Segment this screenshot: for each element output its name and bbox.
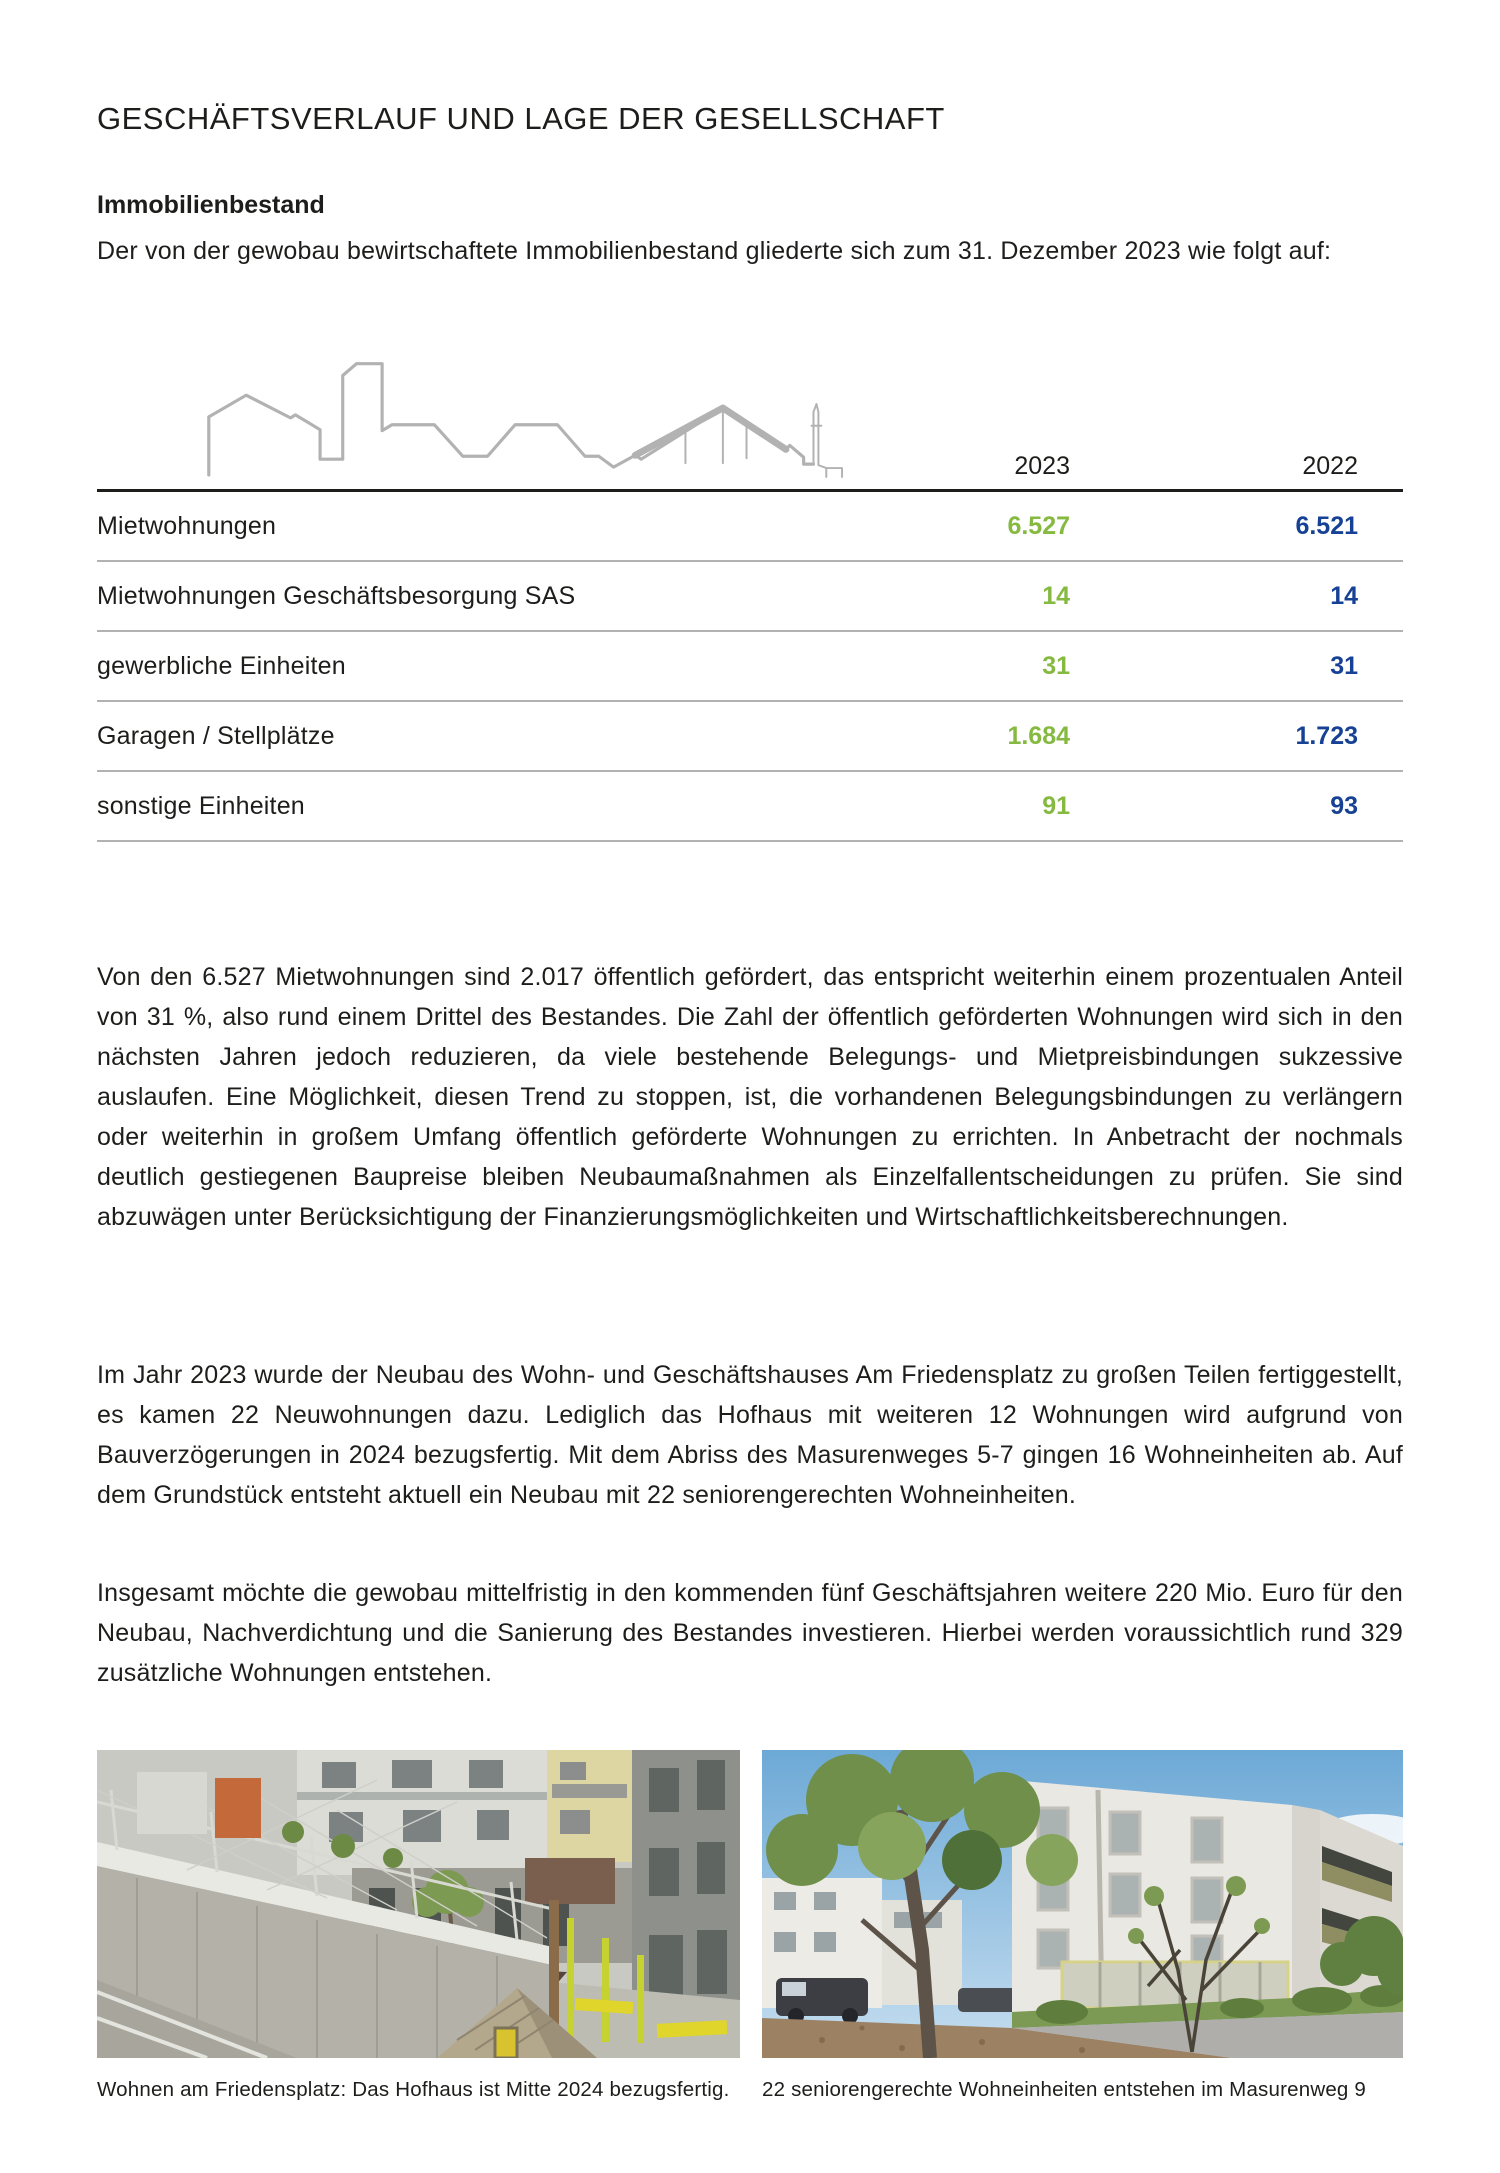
value-2023: 1.684: [1007, 721, 1070, 750]
row-label: gewerbliche Einheiten: [97, 651, 346, 680]
figure-friedensplatz: [97, 1750, 740, 2102]
table-row: [97, 702, 1403, 772]
row-label: Mietwohnungen Geschäftsbesorgung SAS: [97, 581, 576, 610]
row-label: Garagen / Stellplätze: [97, 721, 335, 750]
figure-caption: 22 seniorengerechte Wohneinheiten entstehen im Masurenweg 9: [762, 2078, 1367, 2101]
figure-masurenweg: [762, 1750, 1403, 2102]
table-row: [97, 772, 1403, 842]
body-paragraph: Von den 6.527 Mietwohnungen sind 2.017 öffentlich gefördert, das entspricht weiterhin einem prozentualen Anteil von 31 %, also rund einem Drittel des Bestandes. Die Zahl der öffentlich geförderten Wohnungen wird sich in den nächsten Jahren jedoch reduzieren, da viele bestehende Belegungs- und Mietpreisbindungen sukzessive auslaufen. Eine Möglichkeit, diesen Trend zu stoppen, ist, die vorhandenen Belegungsbindungen zu verlängern oder weiterhin in großem Umfang öffentlich geförderte Wohnungen zu errichten. In Anbetracht der nochmals deutlich gestiegenen Baupreise bleiben Neubaumaßnahmen als Einzelfallentscheidungen zu prüfen. Sie sind abzuwägen unter Berücksichtigung der Finanzierungsmöglichkeiten und Wirtschaftlichkeitsberechnungen.: [97, 963, 1403, 1231]
value-2023: 6.527: [1007, 511, 1070, 540]
intro-text: Der von der gewobau bewirtschaftete Immobilienbestand gliederte sich zum 31. Dezember 2023 wie folgt auf:: [97, 237, 1332, 265]
body-paragraph: Im Jahr 2023 wurde der Neubau des Wohn- und Geschäftshauses Am Friedensplatz zu großen Teilen fertiggestellt, es kamen 22 Neuwohnungen dazu. Lediglich das Hofhaus mit weiteren 12 Wohnungen wird aufgrund von Bauverzögerungen in 2024 bezugsfertig. Mit dem Abriss des Masurenweges 5-7 gingen 16 Wohneinheiten ab. Auf dem Grundstück entsteht aktuell ein Neubau mit 22 seniorengerechten Wohneinheiten.: [97, 1361, 1403, 1509]
photo-friedensplatz-courtyard: [97, 1750, 740, 2058]
value-2023: 31: [1042, 651, 1070, 680]
table-header-row: [97, 440, 1403, 492]
value-2022: 6.521: [1295, 511, 1358, 540]
photo-masurenweg-building: [762, 1750, 1403, 2058]
row-label: sonstige Einheiten: [97, 791, 305, 820]
column-header-2023: 2023: [1014, 452, 1070, 480]
value-2023: 14: [1042, 581, 1070, 610]
row-label: Mietwohnungen: [97, 511, 277, 540]
page-title: GESCHÄFTSVERLAUF UND LAGE DER GESELLSCHAFT: [97, 100, 945, 136]
table-row: [97, 492, 1403, 562]
value-2022: 31: [1330, 651, 1358, 680]
value-2022: 14: [1330, 581, 1358, 610]
figure-caption: Wohnen am Friedensplatz: Das Hofhaus ist Mitte 2024 bezugsfertig.: [97, 2078, 730, 2101]
table-row: [97, 562, 1403, 632]
value-2022: 93: [1330, 791, 1358, 820]
value-2023: 91: [1042, 791, 1070, 820]
value-2022: 1.723: [1295, 721, 1358, 750]
portfolio-table: [97, 440, 1403, 842]
section-heading: Immobilienbestand: [97, 190, 325, 219]
body-paragraph: Insgesamt möchte die gewobau mittelfristig in den kommenden fünf Geschäftsjahren weitere 220 Mio. Euro für den Neubau, Nachverdichtung und die Sanierung des Bestandes investieren. Hierbei werden voraussichtlich rund 329 zusätzliche Wohnungen entstehen.: [97, 1579, 1403, 1687]
table-row: [97, 632, 1403, 702]
column-header-2022: 2022: [1302, 452, 1358, 480]
